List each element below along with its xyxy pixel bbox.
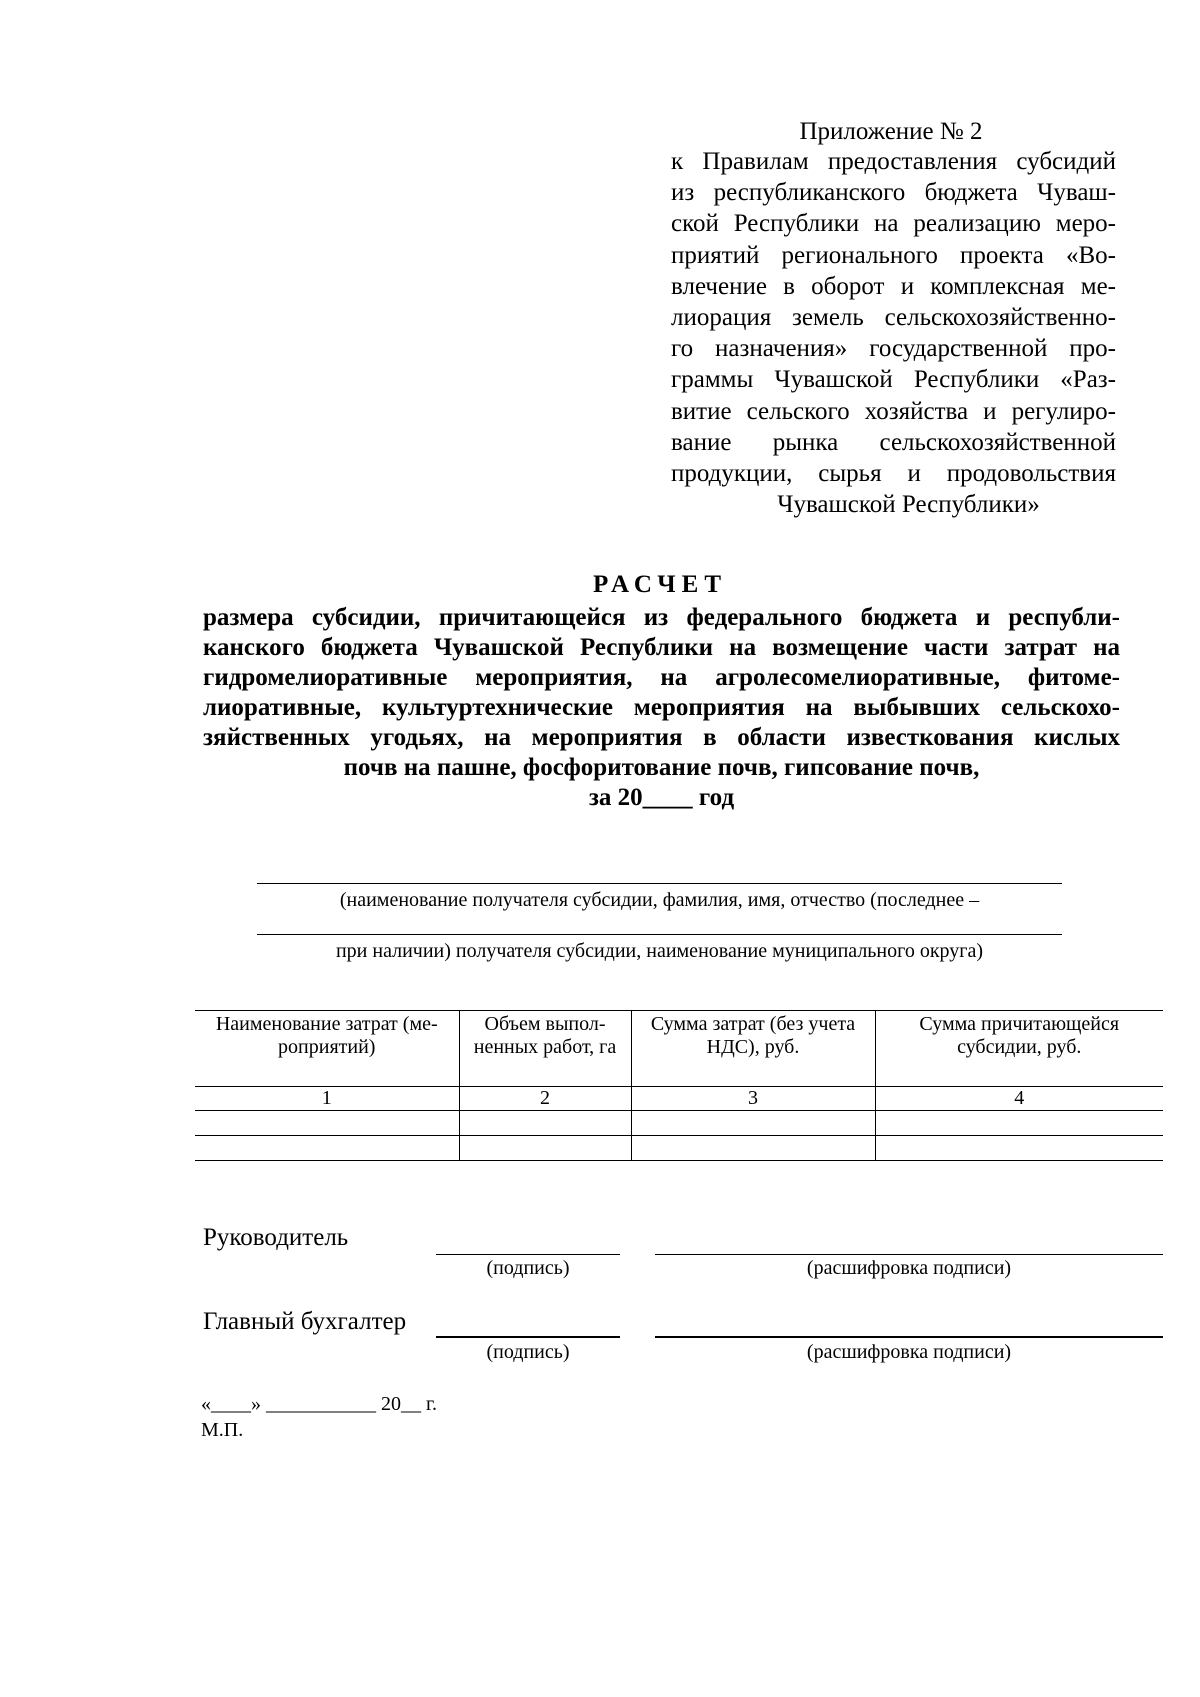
accountant-label: Главный бухгалтер [203,1308,407,1335]
column-number: 2 [459,1087,631,1111]
recipient-line-2[interactable] [257,934,1062,935]
appendix-line: влечение в оборот и комплексная ме- [671,272,1116,300]
stamp-place: М.П. [201,1419,244,1441]
subtitle-line: гидромелиоративные мероприятия, на агролесомелиоративные, фитоме- [203,664,1120,691]
table-row [195,1111,1163,1136]
appendix-line: приятий регионального проекта «Во- [671,241,1116,269]
appendix-line: из республиканского бюджета Чуваш- [671,179,1116,207]
column-number: 3 [631,1087,875,1111]
column-number: 4 [875,1087,1163,1111]
head-decoding-line[interactable] [655,1254,1163,1255]
appendix-line: го назначения» государственной про- [671,335,1116,363]
table-cell[interactable] [195,1111,459,1136]
accountant-decoding-line[interactable] [655,1336,1163,1338]
subtitle-line: размера субсидии, причитающейся из федерального бюджета и республи- [203,604,1120,631]
subtitle-line-center: почв на пашне, фосфоритование почв, гипсование почв, [343,754,980,781]
header-work-volume: Объем выпол-ненных работ, га [459,1011,631,1087]
column-number: 1 [195,1087,459,1111]
header-cost-name: Наименование затрат (ме-роприятий) [195,1011,459,1087]
appendix-reference [671,146,1116,520]
subtitle-line: лиоративные, культуртехнические мероприятия на выбывших сельскохо- [203,694,1120,721]
subtitle-line: зяйственных угодьях, на мероприятия в области известкования кислых [203,724,1120,751]
recipient-caption-2: при наличии) получателя субсидии, наименование муниципального округа) [335,940,984,962]
table-cell[interactable] [195,1136,459,1161]
table-cell[interactable] [631,1111,875,1136]
head-decoding-caption: (расшифровка подписи) [806,1257,1012,1279]
appendix-line: граммы Чувашской Республики «Раз- [671,366,1116,394]
head-signature-caption: (подпись) [486,1257,570,1279]
head-signature-line[interactable] [436,1254,620,1255]
appendix-line: вание рынка сельскохозяйственной [671,428,1116,456]
table-number-row [195,1087,1163,1111]
appendix-title: Приложение № 2 [799,118,983,145]
table-cell[interactable] [459,1111,631,1136]
appendix-line: витие сельского хозяйства и регулиро- [671,397,1116,425]
table-cell[interactable] [875,1111,1163,1136]
accountant-decoding-caption: (расшифровка подписи) [806,1341,1012,1363]
table-row [195,1136,1163,1161]
head-label: Руководитель [203,1224,349,1251]
year-line: за 20____ год [588,784,735,811]
appendix-line: к Правилам предоставления субсидий [671,148,1116,175]
appendix-line: продукции, сырья и продовольствия [671,460,1116,488]
accountant-signature-caption: (подпись) [486,1341,570,1363]
document-subtitle [203,603,1120,813]
header-cost-sum: Сумма затрат (без учета НДС), руб. [631,1011,875,1087]
subtitle-line: канского бюджета Чувашской Республики на возмещение части затрат на [203,634,1120,661]
table-cell[interactable] [875,1136,1163,1161]
recipient-caption-1: (наименование получателя субсидии, фамилия, имя, отчество (последнее – [339,889,980,911]
document-title: РАСЧЕТ [592,571,727,598]
accountant-signature-line[interactable] [436,1336,620,1338]
appendix-line: ской Республики на реализацию меро- [671,210,1116,238]
date-line: «____» ___________ 20__ г. [201,1393,437,1415]
table-cell[interactable] [459,1136,631,1161]
recipient-line-1[interactable] [257,883,1062,884]
table-header-row [195,1011,1163,1087]
table-cell[interactable] [631,1136,875,1161]
appendix-line-last: Чувашской Республики» [777,491,1040,519]
calculation-table [195,1010,1163,1161]
appendix-line: лиорация земель сельскохозяйственно- [671,304,1116,332]
header-subsidy-sum: Сумма причитающейся субсидии, руб. [875,1011,1163,1087]
